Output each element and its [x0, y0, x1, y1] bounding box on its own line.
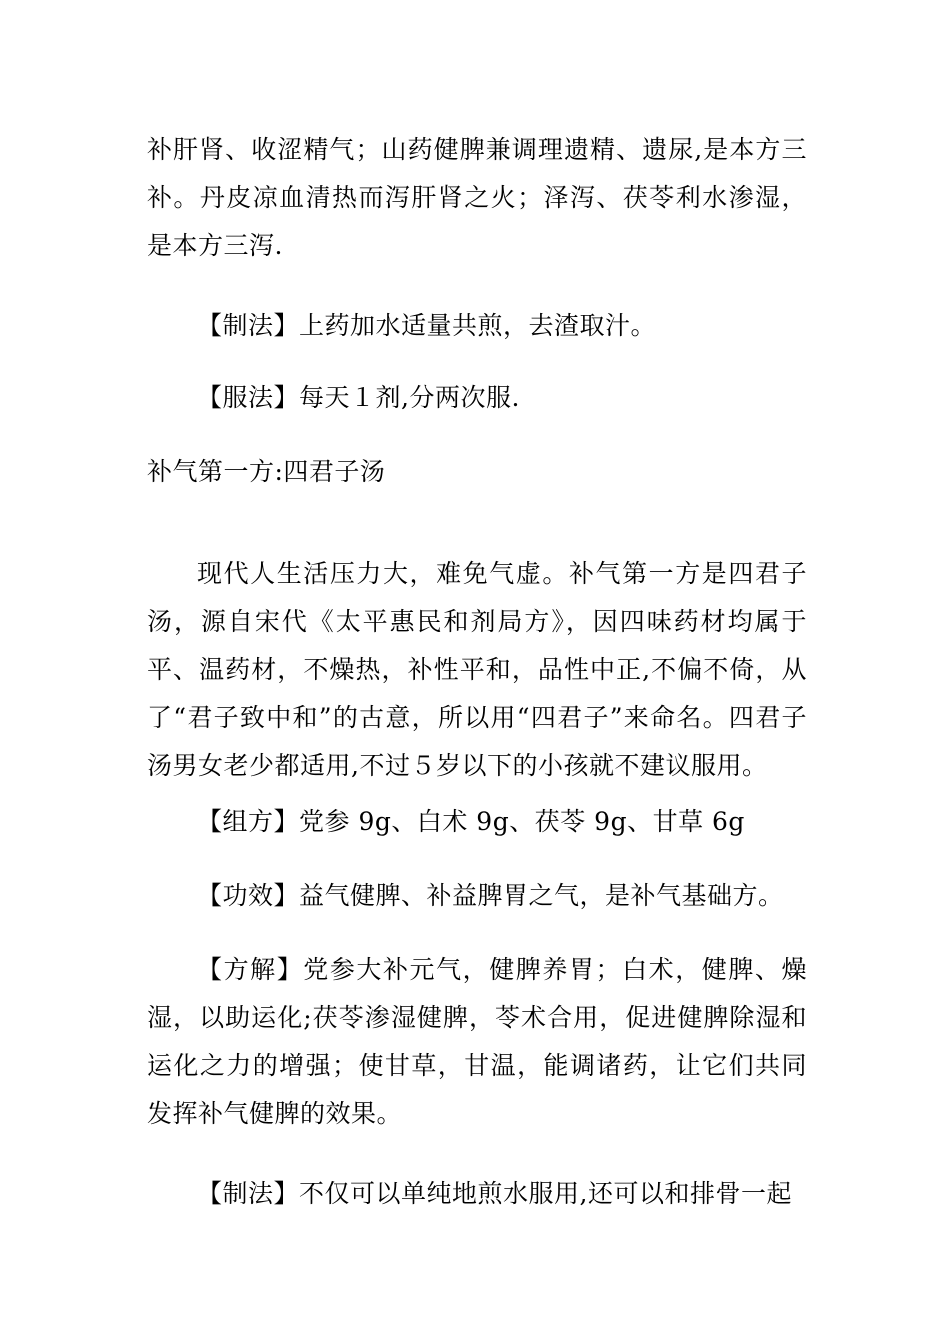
section-heading-sijunzi-tang: 补气第一方:四君子汤 — [147, 457, 386, 486]
paragraph-dosage: 【服法】每天１剂,分两次服. — [197, 383, 520, 412]
paragraph-ingredients: 【组方】党参 9g、白术 9g、茯苓 9g、甘草 6g — [197, 807, 745, 836]
paragraph-formula-explanation-end: 补肝肾、收涩精气；山药健脾兼调理遗精、遗尿,是本方三补。丹皮凉血清热而泻肝肾之火；泽泻、茯苓利水渗湿，是本方三泻. — [147, 135, 807, 260]
paragraph-preparation-method: 【制法】上药加水适量共煎，去渣取汁。 — [197, 311, 657, 340]
paragraph-sijunzi-introduction: 现代人生活压力大，难免气虚。补气第一方是四君子汤，源自宋代《太平惠民和剂局方》，因四味药材均属于平、温药材，不燥热，补性平和，品性中正,不偏不倚，从了“君子致中和”的古意，所以用“四君子”来命名。四君子汤男女老少都适用,不过５岁以下的小孩就不建议服用。 — [147, 559, 807, 780]
paragraph-preparation-method-2: 【制法】不仅可以单纯地煎水服用,还可以和排骨一起 — [197, 1179, 792, 1208]
paragraph-efficacy: 【功效】益气健脾、补益脾胃之气，是补气基础方。 — [197, 881, 784, 910]
paragraph-formula-analysis: 【方解】党参大补元气，健脾养胃；白术，健脾、燥湿，以助运化;茯苓渗湿健脾，苓术合用，促进健脾除湿和运化之力的增强；使甘草，甘温，能调诸药，让它们共同发挥补气健脾的效果。 — [147, 955, 807, 1128]
